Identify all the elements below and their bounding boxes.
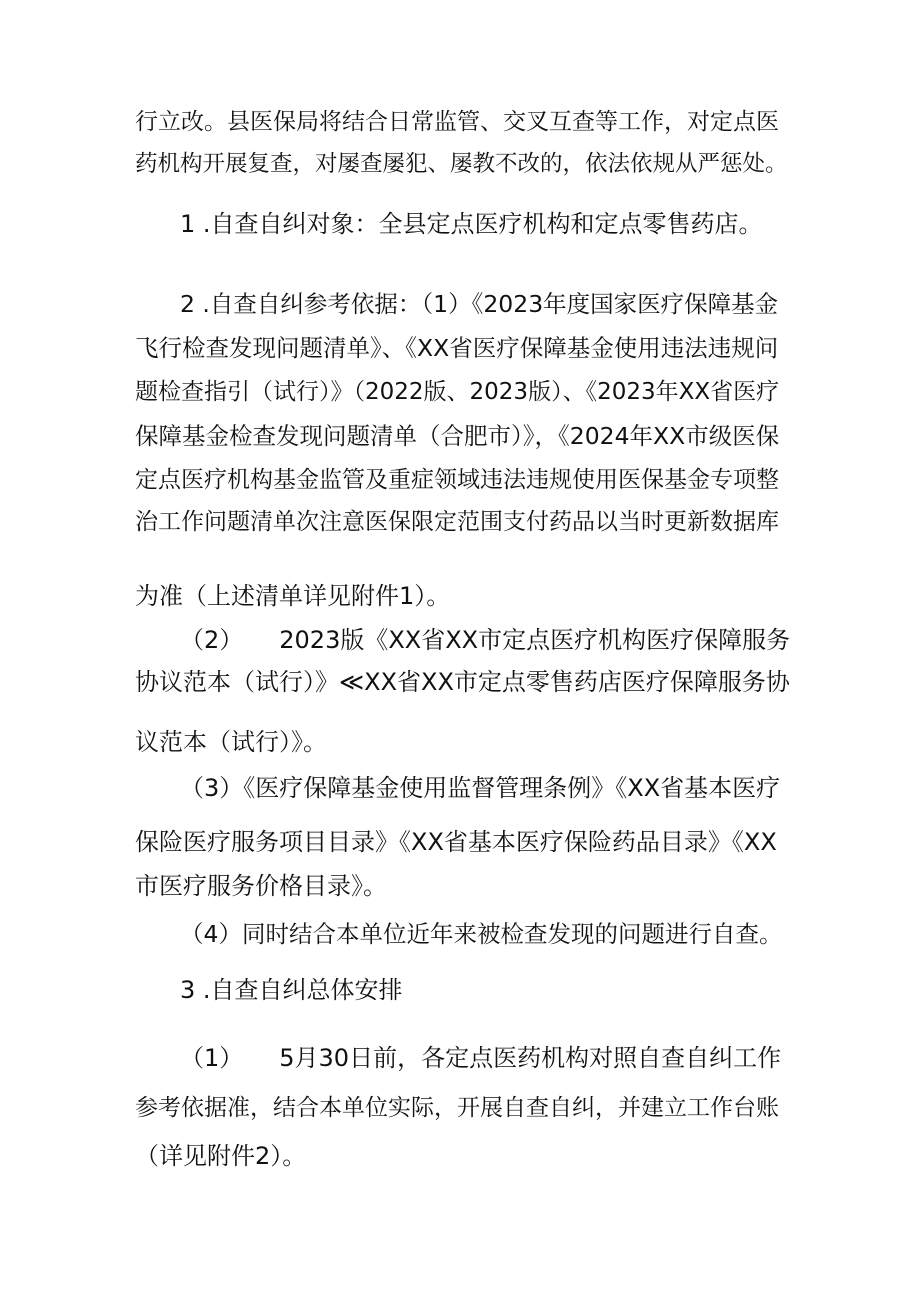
paragraph-line: 为准（上述清单详见附件1）。 (135, 582, 451, 610)
paragraph-line: 保障基金检查发现问题清单（合肥市）》，《2024年XX市级医保 (135, 422, 780, 450)
list-item: （2） 2023版《XX省XX市定点医疗机构医疗保障服务 (180, 626, 791, 654)
paragraph-line: 行立改。县医保局将结合日常监管、交叉互查等工作，对定点医 (135, 109, 779, 135)
section-heading: 3 .自查自纠总体安排 (180, 976, 403, 1004)
paragraph-line: 治工作问题清单次注意医保限定范围支付药品以当时更新数据库 (135, 509, 779, 535)
paragraph-line: 保险医疗服务项目目录》《XX省基本医疗保险药品目录》《XX (135, 828, 777, 856)
paragraph-line: （详见附件2）。 (135, 1142, 307, 1170)
paragraph-line: 协议范本（试行）》≪XX省XX市定点零售药店医疗保障服务协 (135, 668, 790, 696)
paragraph-line: 飞行检查发现问题清单》、《XX省医疗保障基金使用违法违规问 (135, 334, 779, 362)
paragraph-line: 题检查指引（试行）》（2022版、2023版）、《2023年XX省医疗 (135, 379, 780, 405)
list-item: （3）《医疗保障基金使用监督管理条例》《XX省基本医疗 (180, 774, 781, 802)
list-item: （1） 5月30日前，各定点医药机构对照自查自纠工作 (180, 1044, 782, 1072)
section-heading: 1 .自查自纠对象：全县定点医疗机构和定点零售药店。 (180, 210, 763, 238)
paragraph-line: 市医疗服务价格目录》。 (135, 872, 387, 900)
paragraph-line: 定点医疗机构基金监管及重症领域违法违规使用医保基金专项整 (135, 467, 779, 493)
list-item: （4）同时结合本单位近年来被检查发现的问题进行自查。 (180, 920, 783, 948)
section-heading: 2 .自查自纠参考依据：（1）《2023年度国家医疗保障基金 (180, 290, 779, 318)
paragraph-line: 议范本（试行）》。 (135, 728, 327, 756)
paragraph-line: 药机构开展复查，对屡查屡犯、屡教不改的，依法依规从严惩处。 (135, 151, 788, 177)
paragraph-line: 参考依据准，结合本单位实际，开展自查自纠，并建立工作台账 (135, 1095, 779, 1121)
